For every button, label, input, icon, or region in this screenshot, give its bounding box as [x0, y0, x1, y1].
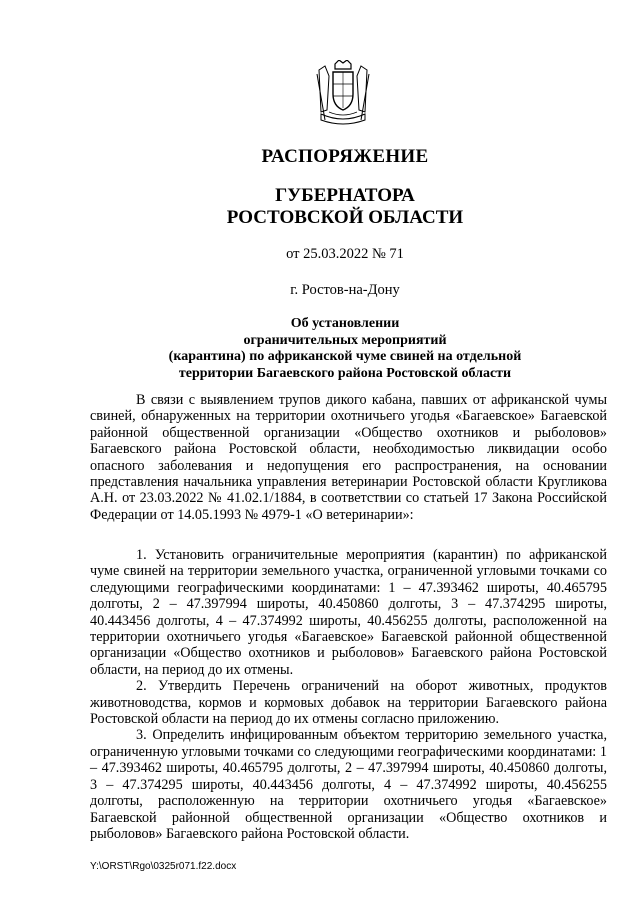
decree-item-1: 1. Установить ограничительные мероприятия (карантин) по африканской чуме свиней на территории земельного участка, ограниченной угловыми точками со следующими географическими координатами: 1 – 47.393462 широты, 40.465795 долготы, 2 – 47.397994 широты, 40.450860 долготы, 3 – 47.374295 широты, 40.443456 долготы, 4 – 47.374992 широты, 40.456255 долготы, расположенной на территории охотничьего угодья «Багаевское» Багаевской районной общественной организации «Общество охотников и рыболовов» Багаевского района Ростовской области, на период до их отмены.	[90, 547, 607, 678]
document-subject	[0, 316, 640, 382]
authority-line-2: РОСТОВСКОЙ ОБЛАСТИ	[226, 207, 464, 228]
preamble-block	[90, 392, 607, 523]
document-type-heading: РАСПОРЯЖЕНИЕ	[261, 146, 429, 167]
file-path-footer: Y:\ORST\Rgo\0325r071.f22.docx	[90, 861, 237, 872]
subject-line: ограничительных мероприятий	[243, 332, 447, 348]
decree-items	[90, 547, 607, 842]
subject-line: территории Багаевского района Ростовской области	[178, 365, 512, 381]
document-date-number: от 25.03.2022 № 71	[286, 246, 404, 262]
preamble-paragraph: В связи с выявлением трупов дикого кабана, павших от африканской чумы свиней, обнаруженных на территории охотничьего угодья «Багаевское» Багаевской районной общественной организации «Общество охотников и рыболовов» Багаевского района Ростовской области, необходимостью ликвидации особо опасного заболевания и недопущения его распространения, на основании представления начальника управления ветеринарии Ростовской области Кругликова А.Н. от 23.03.2022 № 41.02.1/1884, в соответствии со статьей 17 Закона Российской Федерации от 14.05.1993 № 4979-1 «О ветеринарии»:	[90, 392, 607, 523]
authority-heading	[0, 185, 640, 229]
document-city: г. Ростов-на-Дону	[290, 282, 400, 298]
authority-line-1: ГУБЕРНАТОРА	[275, 185, 415, 206]
decree-item-3: 3. Определить инфицированным объектом территорию земельного участка, ограниченную угловыми точками со следующими географическими координатами: 1 – 47.393462 широты, 40.465795 долготы, 2 – 47.397994 широты, 40.450860 долготы, 3 – 47.374295 широты, 40.443456 долготы, 4 – 47.374992 широты, 40.456255 долготы, расположенную на территории охотничьего угодья «Багаевское» Багаевской районной общественной организации «Общество охотников и рыболовов» Багаевского района Ростовской области.	[90, 727, 607, 842]
decree-item-2: 2. Утвердить Перечень ограничений на оборот животных, продуктов животноводства, кормов и кормовых добавок на территории Багаевского района Ростовской области на период до их отмены согласно приложению.	[90, 678, 607, 728]
coat-of-arms-icon	[311, 60, 375, 128]
subject-line: Об установлении	[290, 316, 400, 331]
subject-line: (карантина) по африканской чуме свиней на отдельной	[168, 349, 522, 364]
